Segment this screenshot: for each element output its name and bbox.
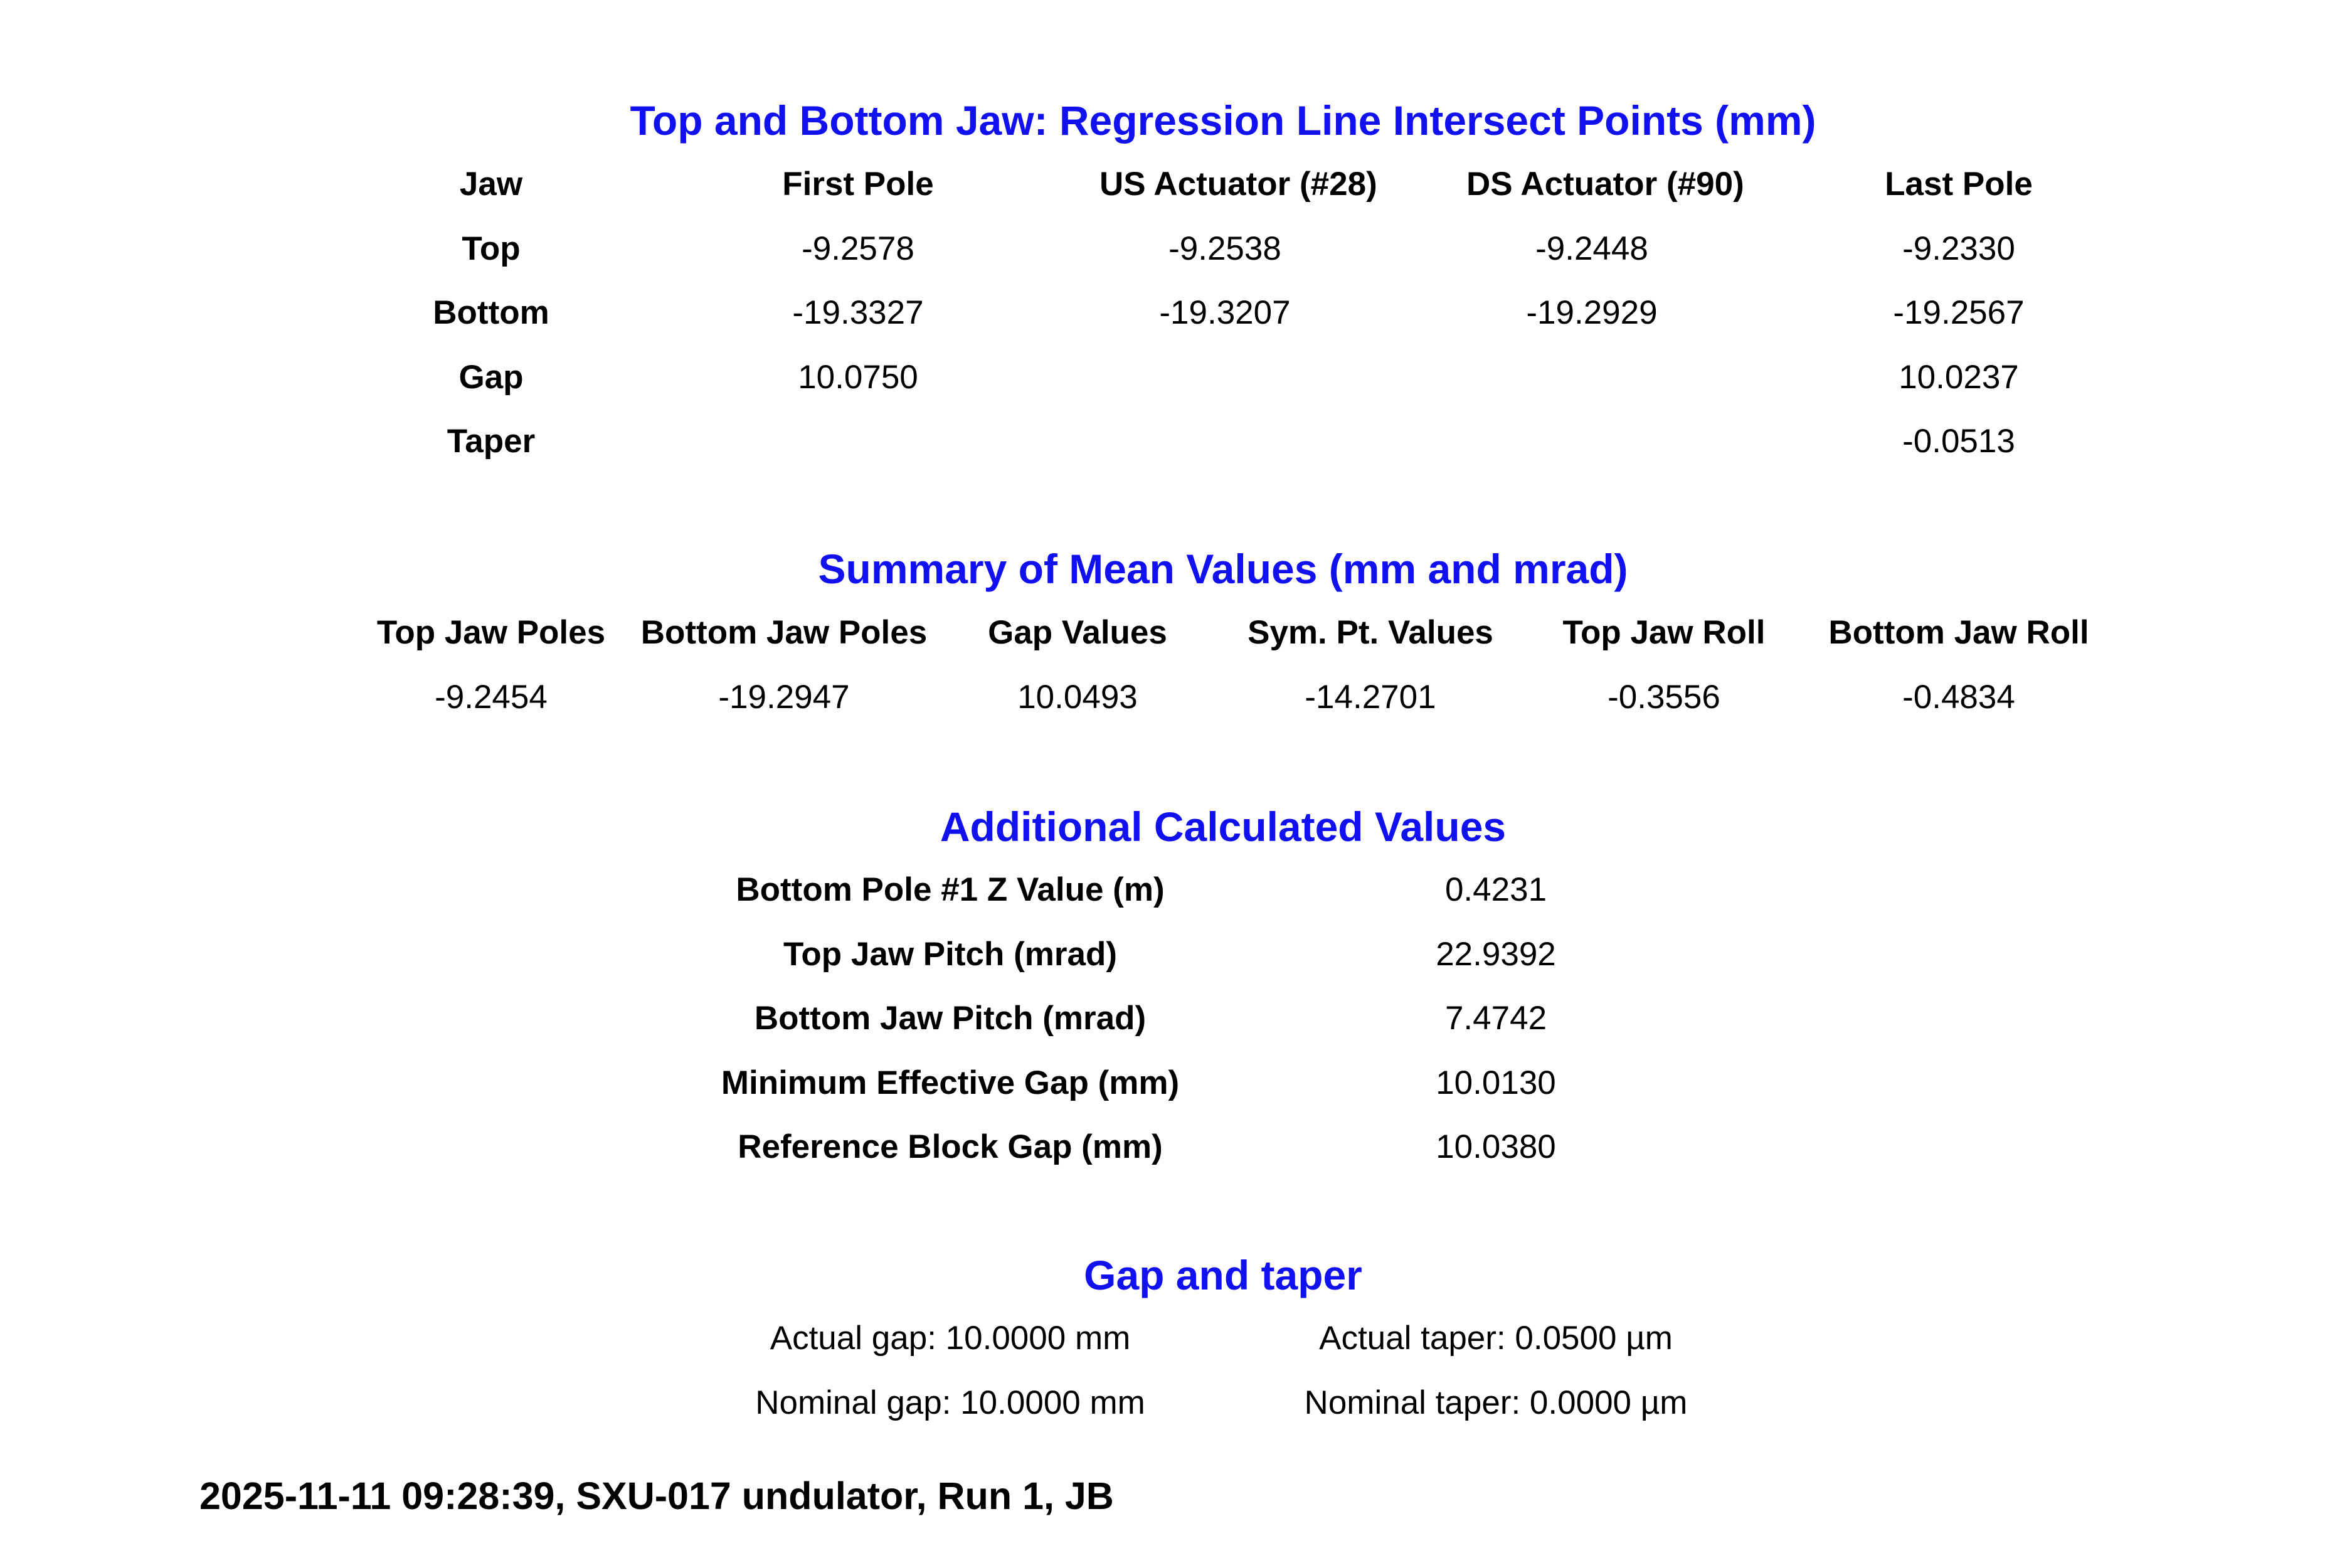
actual-gap: Actual gap: 10.0000 mm: [770, 1320, 1131, 1357]
additional-label-reference-block-gap: Reference Block Gap (mm): [738, 1128, 1163, 1165]
header-jaw: Jaw: [459, 166, 523, 203]
summary-value-top-jaw-roll: -0.3556: [1608, 679, 1720, 716]
additional-value-bottom-jaw-pitch: 7.4742: [1444, 1000, 1547, 1037]
additional-value-top-jaw-pitch: 22.9392: [1436, 936, 1556, 973]
additional-label-bottom-pole-z: Bottom Pole #1 Z Value (m): [736, 871, 1165, 908]
summary-header-top-jaw-poles: Top Jaw Poles: [376, 614, 606, 651]
nominal-taper: Nominal taper: 0.0000 µm: [1304, 1384, 1688, 1421]
summary-value-sym-pt-values: -14.2701: [1305, 679, 1436, 716]
header-ds-actuator: DS Actuator (#90): [1466, 166, 1744, 203]
header-us-actuator: US Actuator (#28): [1099, 166, 1377, 203]
summary-header-gap-values: Gap Values: [988, 614, 1167, 651]
top-us-actuator: -9.2538: [1168, 230, 1281, 267]
summary-header-bottom-jaw-roll: Bottom Jaw Roll: [1828, 614, 2089, 651]
summary-value-bottom-jaw-roll: -0.4834: [1902, 679, 2015, 716]
gap-first-pole: 10.0750: [798, 359, 918, 396]
bottom-ds-actuator: -19.2929: [1526, 294, 1658, 331]
row-label-gap: Gap: [458, 359, 524, 396]
nominal-gap: Nominal gap: 10.0000 mm: [755, 1384, 1145, 1421]
summary-header-sym-pt-values: Sym. Pt. Values: [1248, 614, 1493, 651]
summary-header-bottom-jaw-poles: Bottom Jaw Poles: [640, 614, 928, 651]
additional-value-min-effective-gap: 10.0130: [1436, 1064, 1556, 1101]
additional-value-reference-block-gap: 10.0380: [1436, 1128, 1556, 1165]
row-label-top: Top: [462, 230, 521, 267]
additional-value-bottom-pole-z: 0.4231: [1444, 871, 1547, 908]
summary-value-bottom-jaw-poles: -19.2947: [718, 679, 850, 716]
additional-label-min-effective-gap: Minimum Effective Gap (mm): [721, 1064, 1180, 1101]
bottom-first-pole: -19.3327: [792, 294, 924, 331]
actual-taper: Actual taper: 0.0500 µm: [1319, 1320, 1673, 1357]
run-info-footer: 2025-11-11 09:28:39, SXU-017 undulator, Run 1, JB: [199, 1475, 1114, 1517]
bottom-us-actuator: -19.3207: [1159, 294, 1291, 331]
summary-title: Summary of Mean Values (mm and mrad): [818, 546, 1628, 592]
summary-header-top-jaw-roll: Top Jaw Roll: [1562, 614, 1766, 651]
bottom-last-pole: -19.2567: [1893, 294, 2025, 331]
header-last-pole: Last Pole: [1885, 166, 2033, 203]
top-ds-actuator: -9.2448: [1535, 230, 1648, 267]
top-first-pole: -9.2578: [802, 230, 914, 267]
additional-title: Additional Calculated Values: [940, 803, 1507, 850]
summary-value-gap-values: 10.0493: [1017, 679, 1138, 716]
taper-last-pole: -0.0513: [1902, 423, 2015, 460]
row-label-taper: Taper: [447, 423, 536, 460]
gap-last-pole: 10.0237: [1899, 359, 2019, 396]
summary-value-top-jaw-poles: -9.2454: [435, 679, 548, 716]
intersect-title: Top and Bottom Jaw: Regression Line Intersect Points (mm): [630, 97, 1816, 144]
header-first-pole: First Pole: [782, 166, 934, 203]
gap-taper-title: Gap and taper: [1084, 1252, 1362, 1298]
top-last-pole: -9.2330: [1902, 230, 2015, 267]
additional-label-top-jaw-pitch: Top Jaw Pitch (mrad): [783, 936, 1118, 973]
additional-label-bottom-jaw-pitch: Bottom Jaw Pitch (mrad): [754, 1000, 1147, 1037]
row-label-bottom: Bottom: [433, 294, 549, 331]
